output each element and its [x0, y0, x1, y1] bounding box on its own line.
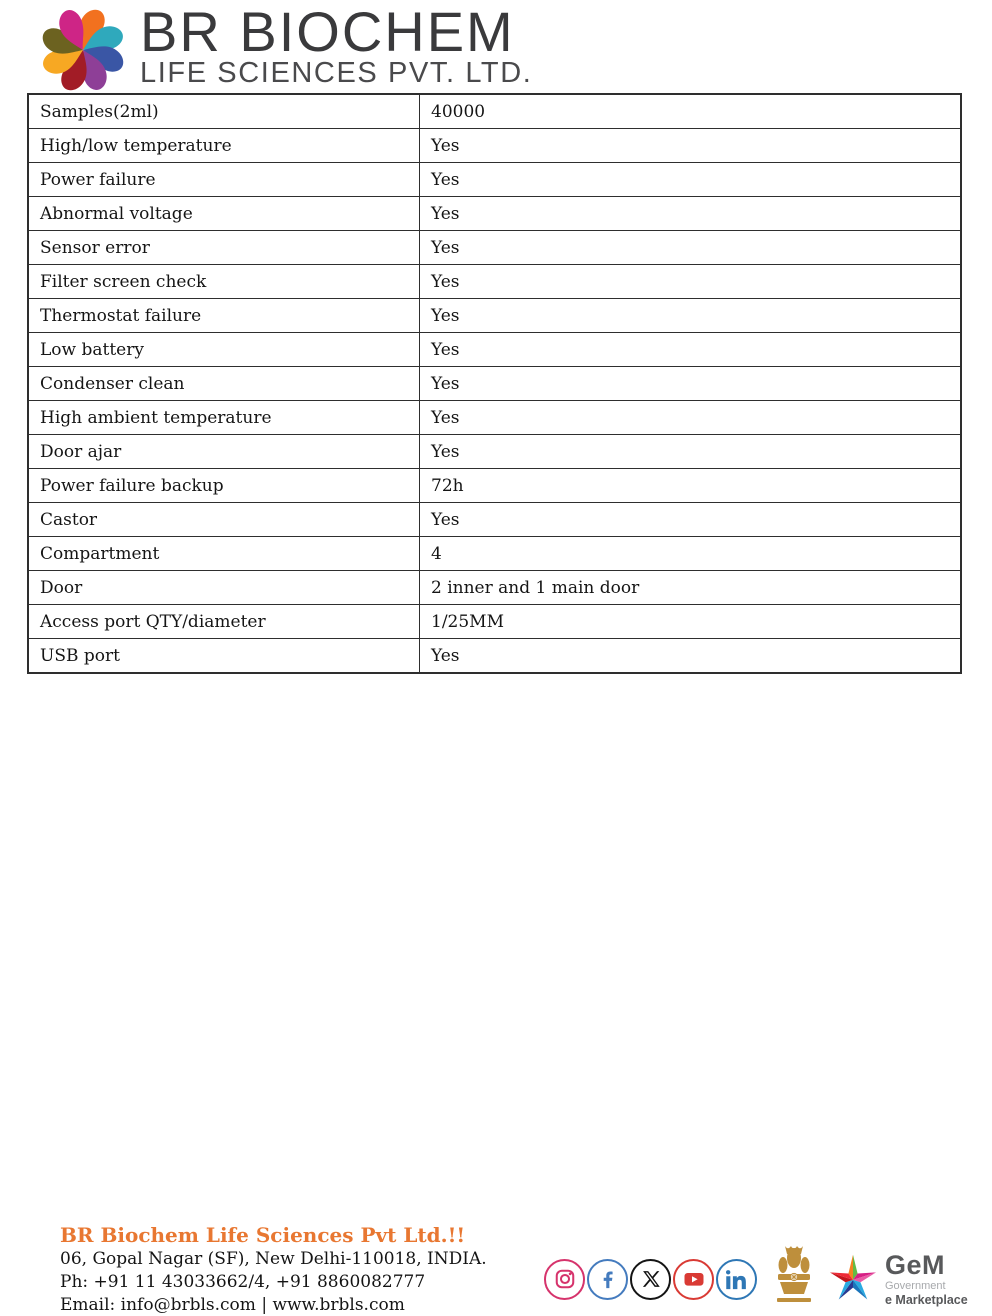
spec-label: Filter screen check — [28, 265, 420, 299]
spec-label: Thermostat failure — [28, 299, 420, 333]
india-state-emblem-icon — [771, 1244, 817, 1314]
gem-subtitle-government: Government — [885, 1279, 946, 1292]
spec-label: Sensor error — [28, 231, 420, 265]
spec-row — [28, 163, 961, 197]
spec-row — [28, 537, 961, 571]
spec-label: Compartment — [28, 537, 420, 571]
spec-row — [28, 197, 961, 231]
spec-row — [28, 401, 961, 435]
footer-contact-block — [60, 1222, 487, 1316]
gem-title: GeM — [885, 1249, 946, 1280]
spec-value: Yes — [420, 367, 962, 401]
spec-row — [28, 435, 961, 469]
x-twitter-icon[interactable] — [630, 1259, 671, 1300]
spec-row — [28, 469, 961, 503]
spec-label: USB port — [28, 639, 420, 674]
spec-row — [28, 231, 961, 265]
spec-label: High ambient temperature — [28, 401, 420, 435]
spec-label: Access port QTY/diameter — [28, 605, 420, 639]
spec-row — [28, 265, 961, 299]
spec-value: Yes — [420, 129, 962, 163]
spec-value: Yes — [420, 299, 962, 333]
gem-badge-text — [885, 1249, 968, 1307]
facebook-icon[interactable] — [587, 1259, 628, 1300]
spec-label: Power failure backup — [28, 469, 420, 503]
brand-name: BR BIOCHEM — [140, 0, 515, 63]
footer-company-name: BR Biochem Life Sciences Pvt Ltd.!! — [60, 1223, 466, 1247]
spec-value: Yes — [420, 231, 962, 265]
spec-row — [28, 333, 961, 367]
spec-row — [28, 639, 961, 674]
spec-value: 1/25MM — [420, 605, 962, 639]
instagram-icon[interactable] — [544, 1259, 585, 1300]
spec-row — [28, 571, 961, 605]
footer-address: 06, Gopal Nagar (SF), New Delhi-110018, INDIA. — [60, 1249, 487, 1269]
spec-label: Abnormal voltage — [28, 197, 420, 231]
spec-label: Low battery — [28, 333, 420, 367]
spec-row — [28, 299, 961, 333]
spec-row — [28, 129, 961, 163]
brand-text — [140, 2, 532, 89]
spec-row — [28, 94, 961, 129]
spec-value: Yes — [420, 639, 962, 674]
spec-value: Yes — [420, 503, 962, 537]
spec-label: Door ajar — [28, 435, 420, 469]
spec-value: Yes — [420, 197, 962, 231]
spec-label: Condenser clean — [28, 367, 420, 401]
footer-social-row — [544, 1244, 968, 1314]
spec-label: Castor — [28, 503, 420, 537]
spec-table — [27, 93, 962, 674]
footer-email-web: Email: info@brbls.com | www.brbls.com — [60, 1295, 405, 1315]
spec-row — [28, 367, 961, 401]
spec-label: Door — [28, 571, 420, 605]
spec-value: Yes — [420, 333, 962, 367]
spec-value: Yes — [420, 401, 962, 435]
gem-badge — [827, 1251, 968, 1307]
spec-label: Samples(2ml) — [28, 94, 420, 129]
linkedin-icon[interactable] — [716, 1259, 757, 1300]
brand-subtitle: LIFE SCIENCES PVT. LTD. — [140, 57, 533, 89]
spec-label: Power failure — [28, 163, 420, 197]
spec-value: 2 inner and 1 main door — [420, 571, 962, 605]
spec-table-body — [28, 94, 961, 673]
spec-value: 4 — [420, 537, 962, 571]
spec-value: 72h — [420, 469, 962, 503]
spec-label: High/low temperature — [28, 129, 420, 163]
footer-phone: Ph: +91 11 43033662/4, +91 8860082777 — [60, 1272, 426, 1292]
spec-value: Yes — [420, 163, 962, 197]
gem-subtitle-marketplace: e Marketplace — [885, 1292, 968, 1307]
spec-row — [28, 605, 961, 639]
youtube-icon[interactable] — [673, 1259, 714, 1300]
spec-value: Yes — [420, 435, 962, 469]
spec-row — [28, 503, 961, 537]
spec-value: Yes — [420, 265, 962, 299]
brand-header — [30, 2, 532, 94]
flower-logo-icon — [30, 2, 136, 94]
spec-value: 40000 — [420, 94, 962, 129]
gem-star-icon — [827, 1251, 879, 1307]
